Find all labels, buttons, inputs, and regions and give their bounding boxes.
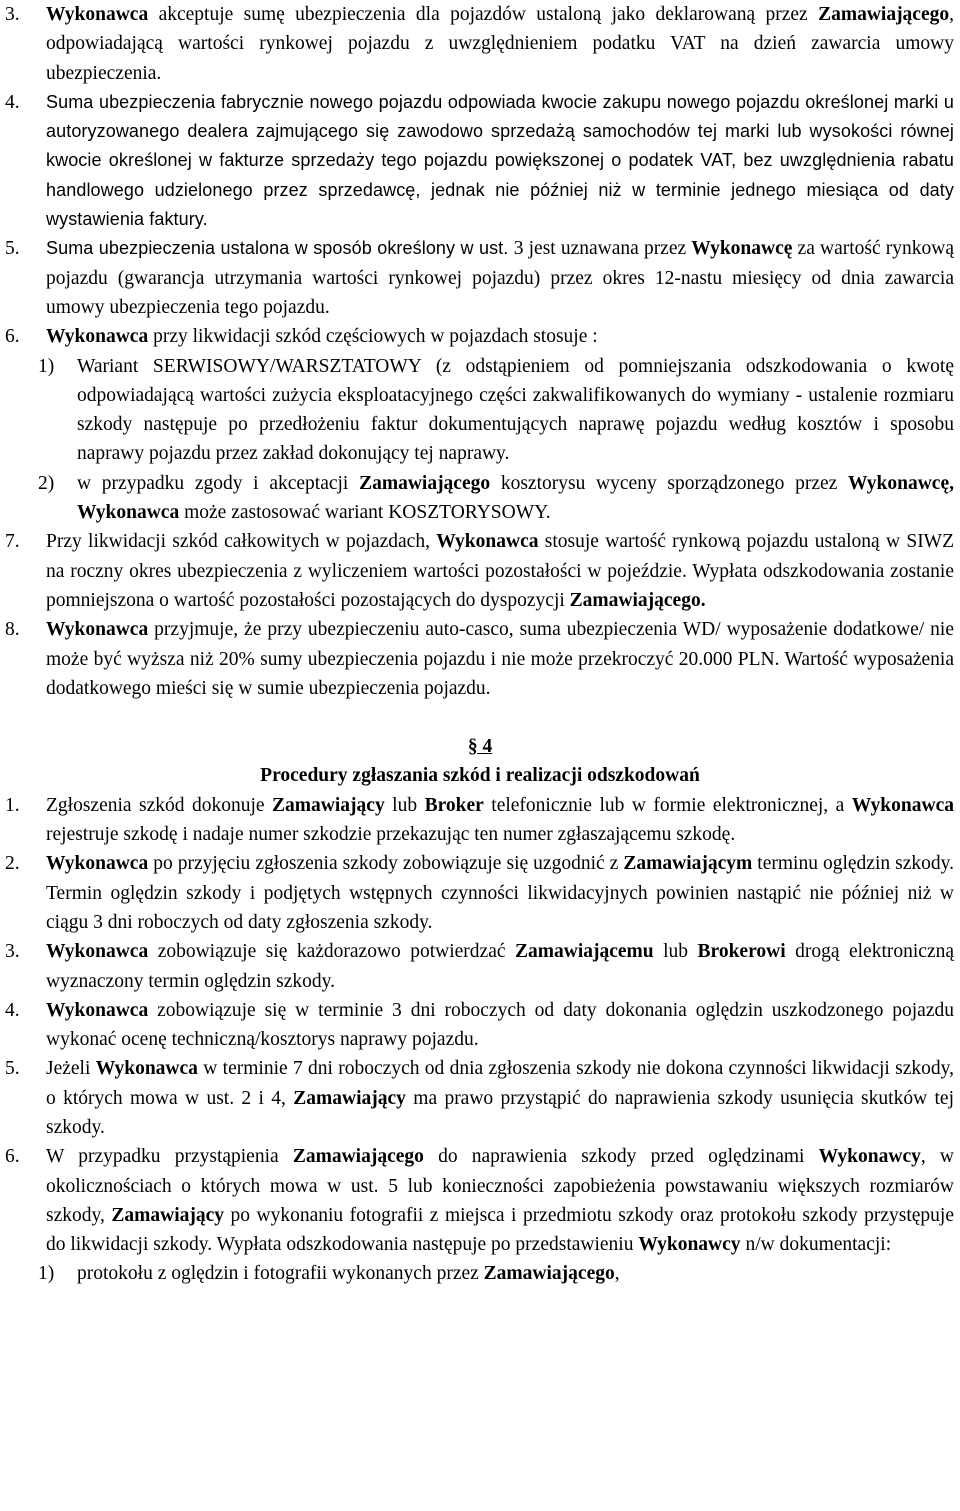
text-run: Przy likwidacji szkód całkowitych w pojazdach,	[46, 531, 437, 553]
text-run: po wykonaniu fotografii z miejsca i przedmiotu szkody oraz protokołu szkody przystępuje do likwidacji szkody. Wypłata odszkodowania następuje po przedstawieniu	[46, 1204, 954, 1256]
section-4-items	[0, 791, 960, 1260]
bold-term: Wykonawcy	[818, 1146, 921, 1168]
bold-term: Wykonawcę, Wykonawca	[77, 472, 954, 524]
numbered-paragraph	[0, 615, 960, 703]
text-run: lub	[384, 794, 425, 816]
bold-term: Wykonawca	[46, 4, 149, 25]
spacer	[0, 703, 960, 732]
text-run: przyjmuje, że przy ubezpieczeniu auto-casco, suma ubezpieczenia WD/ wyposażenie dodatkowe/ nie może być wyższa niż 20% sumy ubezpieczenia pojazdu i nie może przekroczyć 20.000 PLN. Wartość wyposażenia dodatkowego mieści się w sumie ubezpieczenia pojazdu.	[46, 619, 954, 699]
text-run: n/w dokumentacji:	[740, 1234, 892, 1256]
item-number: 1)	[38, 1263, 55, 1285]
text-run: kosztorysu wyceny sporządzonego przez	[490, 472, 848, 494]
section-4-title: Procedury zgłaszania szkód i realizacji odszkodowań	[260, 765, 700, 787]
section-4-number	[0, 732, 960, 761]
text-run: za wartość rynkową pojazdu (gwarancja utrzymania wartości rynkowej pojazdu) przez okres 12-nastu miesięcy od dnia zawarcia umowy ubezpieczenia tego pojazdu.	[46, 238, 954, 318]
bold-term: Brokerowi	[697, 941, 786, 963]
bold-term: Zamawiającego	[359, 472, 491, 494]
text-run: 3 jest uznawana przez	[513, 238, 692, 260]
item-number: 3.	[5, 941, 20, 963]
section-3-subitems	[0, 352, 960, 528]
numbered-paragraph	[0, 234, 960, 322]
text-run: , w okolicznościach o których mowa w ust. 5 lub konieczności zapobieżenia powstawaniu większych rozmiarów szkody,	[46, 1146, 954, 1226]
text-run: zobowiązuje się każdorazowo potwierdzać	[148, 941, 515, 963]
item-number: 5.	[5, 238, 20, 260]
bold-term: Wykonawca	[95, 1058, 198, 1080]
numbered-paragraph	[0, 791, 960, 850]
numbered-paragraph	[0, 322, 960, 351]
bold-term: Broker	[424, 794, 484, 816]
numbered-paragraph	[0, 0, 960, 88]
text-run: akceptuje sumę ubezpieczenia dla pojazdów ustaloną jako deklarowaną przez	[148, 4, 819, 25]
bold-term: Wykonawca	[46, 619, 149, 641]
item-number: 4.	[5, 999, 20, 1021]
item-number: 7.	[5, 531, 20, 553]
section-3-items-continued	[0, 527, 960, 703]
text-run: może zastosować wariant KOSZTORYSOWY.	[179, 502, 551, 524]
item-number: 1.	[5, 794, 20, 816]
text-run: Jeżeli	[46, 1058, 96, 1080]
item-number: 6.	[5, 326, 20, 348]
text-run: w przypadku zgody i akceptacji	[77, 472, 360, 494]
bold-term: Wykonawcę	[691, 238, 793, 260]
item-number: 2.	[5, 853, 20, 875]
section-symbol: § 4	[467, 736, 493, 758]
item-number: 3.	[5, 4, 20, 25]
text-run: lub	[653, 941, 698, 963]
numbered-paragraph	[0, 996, 960, 1055]
bold-term: Zamawiającemu	[515, 941, 654, 963]
bold-term: Zamawiający	[272, 794, 385, 816]
bold-term: Wykonawca	[46, 999, 149, 1021]
text-run: po przyjęciu zgłoszenia szkody zobowiązuje się uzgodnić z	[148, 853, 624, 875]
text-run: W przypadku przystąpienia	[46, 1146, 293, 1168]
item-number: 2)	[38, 472, 55, 494]
item-number: 1)	[38, 355, 55, 377]
bold-term: Zamawiającego.	[569, 589, 706, 611]
sub-paragraph	[0, 352, 960, 469]
bold-term: Zamawiającego	[292, 1146, 424, 1168]
numbered-paragraph	[0, 849, 960, 937]
text-run: ,	[614, 1263, 620, 1285]
text-run: do naprawienia szkody przed oględzinami	[423, 1146, 819, 1168]
sub-paragraph	[0, 1259, 960, 1288]
text-run: zobowiązuje się w terminie 3 dni roboczych od daty dokonania oględzin uszkodzonego pojazdu wykonać ocenę techniczną/kosztorys naprawy pojazdu.	[46, 999, 954, 1051]
numbered-paragraph	[0, 937, 960, 996]
text-run: ma prawo przystąpić do naprawienia szkody usunięcia skutków tej szkody.	[46, 1087, 954, 1138]
text-run: protokołu z oględzin i fotografii wykonanych przez	[77, 1263, 484, 1285]
item-number: 5.	[5, 1058, 20, 1080]
bold-term: Wykonawca	[436, 531, 539, 553]
section-3-items	[0, 0, 960, 352]
section-4-subitems	[0, 1259, 960, 1288]
text-run: przy likwidacji szkód częściowych w pojazdach stosuje :	[148, 326, 598, 348]
numbered-paragraph	[0, 88, 960, 234]
numbered-paragraph	[0, 1142, 960, 1259]
numbered-paragraph	[0, 1054, 960, 1142]
text-run: Suma ubezpieczenia ustalona w sposób określony w ust.	[46, 238, 514, 259]
text-run: Suma ubezpieczenia fabrycznie nowego pojazdu odpowiada kwocie zakupu nowego pojazdu określonej marki u autoryzowanego dealera zajmującego się zawodowo sprzedażą samochodów tej marki lub wysokości równej kwocie określonej w fakturze sprzedaży tego pojazdu powiększonej o podatek VAT, bez uwzględnienia rabatu handlowego udzielonego przez sprzedawcę, jednak nie później niż w terminie jednego miesiąca od daty wystawienia faktury.	[46, 91, 954, 230]
bold-term: Zamawiający	[111, 1204, 225, 1226]
item-number: 4.	[5, 91, 20, 113]
text-run: telefonicznie lub w formie elektronicznej, a	[483, 794, 852, 816]
text-run: Zgłoszenia szkód dokonuje	[46, 794, 273, 816]
bold-term: Zamawiającym	[623, 853, 753, 875]
sub-paragraph	[0, 469, 960, 528]
item-number: 8.	[5, 619, 20, 641]
text-run: rejestruje szkodę i nadaje numer szkodzie przekazując ten numer zgłaszającemu szkodę.	[46, 824, 736, 846]
text-run: terminu oględzin szkody. Termin oględzin szkody i podjętych wstępnych czynności likwidacyjnych powinien nastąpić nie później niż w ciągu 3 dni roboczych od daty zgłoszenia szkody.	[46, 853, 954, 933]
text-run: Wariant SERWISOWY/WARSZTATOWY (z odstąpieniem od pomniejszania odszkodowania o kwotę odpowiadającą wartości zużycia eksploatacyjnego części zakwalifikowanych do wymiany - ustalenie rozmiaru szkody następuje po przedłożeniu faktur dokumentujących naprawę pojazdu według kosztów i sposobu naprawy pojazdu przez zakład dokonujący tej naprawy.	[77, 355, 954, 465]
bold-term: Wykonawcy	[638, 1234, 741, 1256]
bold-term: Wykonawca	[46, 853, 149, 875]
bold-term: Zamawiającego	[818, 4, 950, 25]
bold-term: Wykonawca	[46, 326, 149, 348]
text-run: stosuje wartość rynkową pojazdu ustaloną w SIWZ na roczny okres ubezpieczenia z wyliczeniem wartości pozostałości w pojeździe. Wypłata odszkodowania zostanie pomniejszona o wartość pozostałości pozostających do dyspozycji	[46, 531, 955, 611]
text-run: w terminie 7 dni roboczych od dnia zgłoszenia szkody nie dokona czynności likwidacji szkody, o których mowa w ust. 2 i 4,	[46, 1058, 955, 1109]
bold-term: Zamawiający	[293, 1087, 406, 1109]
item-number: 6.	[5, 1146, 20, 1168]
text-run: , odpowiadającą wartości rynkowej pojazdu z uwzględnieniem podatku VAT na dzień zawarcia umowy ubezpieczenia.	[46, 4, 954, 84]
text-run: drogą elektroniczną wyznaczony termin oględzin szkody.	[46, 941, 954, 992]
numbered-paragraph	[0, 527, 960, 615]
bold-term: Zamawiającego	[483, 1263, 615, 1285]
bold-term: Wykonawca	[46, 941, 149, 963]
bold-term: Wykonawca	[851, 794, 954, 816]
